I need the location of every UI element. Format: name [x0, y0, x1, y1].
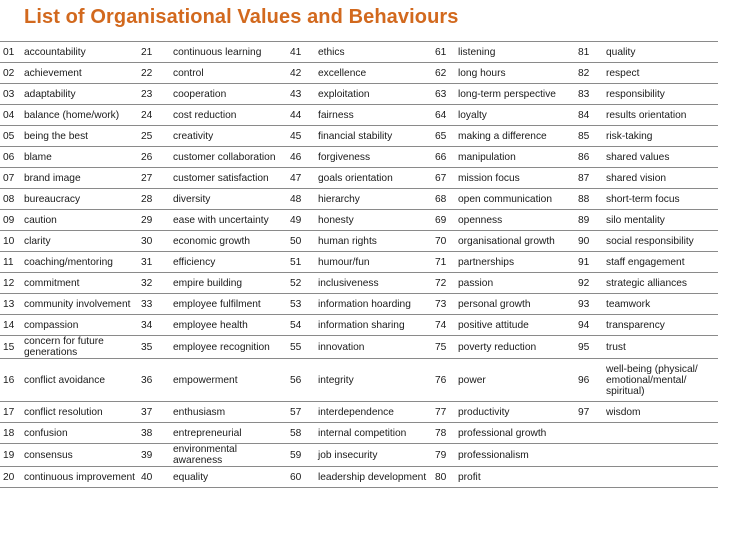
value-name: goals orientation: [315, 168, 432, 189]
value-name: information sharing: [315, 315, 432, 336]
value-name: employee fulfilment: [170, 294, 287, 315]
value-name: positive attitude: [455, 315, 575, 336]
value-number: 43: [287, 84, 315, 105]
value-number: 72: [432, 273, 455, 294]
value-number: 03: [0, 84, 21, 105]
value-number: 58: [287, 423, 315, 444]
value-name: listening: [455, 42, 575, 63]
value-name: consensus: [21, 444, 138, 467]
value-number: 61: [432, 42, 455, 63]
value-number: 07: [0, 168, 21, 189]
table-row: [0, 444, 718, 467]
value-number: 34: [138, 315, 170, 336]
value-name: integrity: [315, 359, 432, 402]
value-number: 86: [575, 147, 603, 168]
value-number: 32: [138, 273, 170, 294]
value-number: 63: [432, 84, 455, 105]
value-number: 10: [0, 231, 21, 252]
value-number: [575, 423, 603, 444]
value-name: manipulation: [455, 147, 575, 168]
value-name: power: [455, 359, 575, 402]
table-row: [0, 147, 718, 168]
value-name: continuous learning: [170, 42, 287, 63]
value-number: 40: [138, 467, 170, 488]
value-name: personal growth: [455, 294, 575, 315]
value-name: financial stability: [315, 126, 432, 147]
value-name: entrepreneurial: [170, 423, 287, 444]
value-name: commitment: [21, 273, 138, 294]
value-number: 90: [575, 231, 603, 252]
value-name: organisational growth: [455, 231, 575, 252]
value-name: professionalism: [455, 444, 575, 467]
value-name: caution: [21, 210, 138, 231]
value-name: poverty reduction: [455, 336, 575, 359]
value-name: quality: [603, 42, 718, 63]
value-name: cooperation: [170, 84, 287, 105]
value-name: empowerment: [170, 359, 287, 402]
value-name: making a difference: [455, 126, 575, 147]
value-name: forgiveness: [315, 147, 432, 168]
value-name: ease with uncertainty: [170, 210, 287, 231]
value-name: customer satisfaction: [170, 168, 287, 189]
value-number: 76: [432, 359, 455, 402]
value-number: 97: [575, 402, 603, 423]
value-name: empire building: [170, 273, 287, 294]
value-number: 36: [138, 359, 170, 402]
value-number: 79: [432, 444, 455, 467]
value-name: customer collaboration: [170, 147, 287, 168]
table-row: [0, 105, 718, 126]
value-number: 45: [287, 126, 315, 147]
value-name: diversity: [170, 189, 287, 210]
value-number: [575, 444, 603, 467]
table-row: [0, 252, 718, 273]
value-number: 16: [0, 359, 21, 402]
value-number: 57: [287, 402, 315, 423]
value-number: 48: [287, 189, 315, 210]
value-number: 11: [0, 252, 21, 273]
value-number: 01: [0, 42, 21, 63]
value-number: 13: [0, 294, 21, 315]
value-name: clarity: [21, 231, 138, 252]
value-name: conflict resolution: [21, 402, 138, 423]
value-name: innovation: [315, 336, 432, 359]
value-number: 05: [0, 126, 21, 147]
values-table: [0, 41, 718, 488]
value-name: conflict avoidance: [21, 359, 138, 402]
table-row: [0, 294, 718, 315]
value-number: 77: [432, 402, 455, 423]
value-number: 82: [575, 63, 603, 84]
value-number: 91: [575, 252, 603, 273]
value-name: creativity: [170, 126, 287, 147]
value-name: leadership development: [315, 467, 432, 488]
value-number: 38: [138, 423, 170, 444]
table-row: [0, 359, 718, 402]
value-name: responsibility: [603, 84, 718, 105]
value-number: 68: [432, 189, 455, 210]
value-number: 04: [0, 105, 21, 126]
value-number: 88: [575, 189, 603, 210]
value-name: mission focus: [455, 168, 575, 189]
value-number: 64: [432, 105, 455, 126]
value-name: economic growth: [170, 231, 287, 252]
value-name: humour/fun: [315, 252, 432, 273]
value-name: balance (home/work): [21, 105, 138, 126]
value-number: 92: [575, 273, 603, 294]
value-name: wisdom: [603, 402, 718, 423]
table-row: [0, 402, 718, 423]
value-number: 09: [0, 210, 21, 231]
value-number: 42: [287, 63, 315, 84]
value-number: 08: [0, 189, 21, 210]
value-name: well-being (physical/ emotional/mental/ spiritual): [603, 359, 718, 402]
value-number: 66: [432, 147, 455, 168]
table-row: [0, 168, 718, 189]
value-number: 23: [138, 84, 170, 105]
value-number: 53: [287, 294, 315, 315]
value-name: [603, 467, 718, 488]
value-name: enthusiasm: [170, 402, 287, 423]
value-number: 52: [287, 273, 315, 294]
value-number: 29: [138, 210, 170, 231]
value-name: efficiency: [170, 252, 287, 273]
value-number: 25: [138, 126, 170, 147]
value-number: 74: [432, 315, 455, 336]
value-number: 50: [287, 231, 315, 252]
value-name: loyalty: [455, 105, 575, 126]
value-name: shared values: [603, 147, 718, 168]
value-number: 33: [138, 294, 170, 315]
value-number: 60: [287, 467, 315, 488]
value-name: being the best: [21, 126, 138, 147]
value-number: [575, 467, 603, 488]
value-name: [603, 423, 718, 444]
value-number: 46: [287, 147, 315, 168]
value-name: long hours: [455, 63, 575, 84]
value-number: 85: [575, 126, 603, 147]
value-number: 12: [0, 273, 21, 294]
value-number: 80: [432, 467, 455, 488]
value-name: accountability: [21, 42, 138, 63]
value-name: information hoarding: [315, 294, 432, 315]
table-row: [0, 273, 718, 294]
value-number: 02: [0, 63, 21, 84]
value-name: honesty: [315, 210, 432, 231]
value-number: 55: [287, 336, 315, 359]
value-number: 81: [575, 42, 603, 63]
value-number: 18: [0, 423, 21, 444]
value-name: human rights: [315, 231, 432, 252]
table-row: [0, 210, 718, 231]
value-number: 94: [575, 315, 603, 336]
value-number: 14: [0, 315, 21, 336]
value-number: 54: [287, 315, 315, 336]
value-number: 93: [575, 294, 603, 315]
value-name: interdependence: [315, 402, 432, 423]
value-number: 39: [138, 444, 170, 467]
value-name: staff engagement: [603, 252, 718, 273]
value-number: 71: [432, 252, 455, 273]
value-name: risk-taking: [603, 126, 718, 147]
value-name: hierarchy: [315, 189, 432, 210]
value-name: employee health: [170, 315, 287, 336]
value-number: 19: [0, 444, 21, 467]
value-number: 78: [432, 423, 455, 444]
value-number: 87: [575, 168, 603, 189]
value-name: confusion: [21, 423, 138, 444]
value-name: fairness: [315, 105, 432, 126]
table-row: [0, 189, 718, 210]
value-name: control: [170, 63, 287, 84]
value-number: 89: [575, 210, 603, 231]
value-number: 28: [138, 189, 170, 210]
value-name: employee recognition: [170, 336, 287, 359]
value-name: profit: [455, 467, 575, 488]
value-name: cost reduction: [170, 105, 287, 126]
value-number: 41: [287, 42, 315, 63]
table-row: [0, 315, 718, 336]
value-number: 70: [432, 231, 455, 252]
table-row: [0, 231, 718, 252]
value-name: [603, 444, 718, 467]
value-number: 24: [138, 105, 170, 126]
value-number: 20: [0, 467, 21, 488]
value-name: inclusiveness: [315, 273, 432, 294]
value-name: passion: [455, 273, 575, 294]
value-number: 31: [138, 252, 170, 273]
table-row: [0, 467, 718, 488]
value-number: 65: [432, 126, 455, 147]
value-name: brand image: [21, 168, 138, 189]
value-name: partnerships: [455, 252, 575, 273]
value-name: exploitation: [315, 84, 432, 105]
value-name: respect: [603, 63, 718, 84]
value-name: productivity: [455, 402, 575, 423]
table-row: [0, 63, 718, 84]
table-row: [0, 423, 718, 444]
value-name: strategic alliances: [603, 273, 718, 294]
value-number: 51: [287, 252, 315, 273]
value-name: continuous improvement: [21, 467, 138, 488]
value-number: 95: [575, 336, 603, 359]
value-number: 62: [432, 63, 455, 84]
value-number: 73: [432, 294, 455, 315]
value-name: open communication: [455, 189, 575, 210]
value-name: teamwork: [603, 294, 718, 315]
value-number: 56: [287, 359, 315, 402]
value-name: excellence: [315, 63, 432, 84]
value-number: 21: [138, 42, 170, 63]
value-number: 15: [0, 336, 21, 359]
value-number: 69: [432, 210, 455, 231]
value-name: concern for future generations: [21, 336, 138, 359]
value-name: long-term perspective: [455, 84, 575, 105]
value-number: 26: [138, 147, 170, 168]
value-number: 84: [575, 105, 603, 126]
value-name: social responsibility: [603, 231, 718, 252]
value-number: 96: [575, 359, 603, 402]
table-row: [0, 84, 718, 105]
value-name: results orientation: [603, 105, 718, 126]
value-number: 75: [432, 336, 455, 359]
value-number: 30: [138, 231, 170, 252]
value-number: 83: [575, 84, 603, 105]
value-number: 17: [0, 402, 21, 423]
value-name: environmental awareness: [170, 444, 287, 467]
value-name: short-term focus: [603, 189, 718, 210]
value-name: shared vision: [603, 168, 718, 189]
value-number: 47: [287, 168, 315, 189]
value-number: 06: [0, 147, 21, 168]
table-row: [0, 126, 718, 147]
value-number: 44: [287, 105, 315, 126]
value-name: professional growth: [455, 423, 575, 444]
value-number: 27: [138, 168, 170, 189]
value-number: 37: [138, 402, 170, 423]
page-title: List of Organisational Values and Behaviours: [24, 6, 459, 28]
value-name: blame: [21, 147, 138, 168]
value-name: adaptability: [21, 84, 138, 105]
value-name: equality: [170, 467, 287, 488]
table-row: [0, 42, 718, 63]
value-name: community involvement: [21, 294, 138, 315]
value-number: 67: [432, 168, 455, 189]
value-number: 35: [138, 336, 170, 359]
value-number: 59: [287, 444, 315, 467]
value-name: silo mentality: [603, 210, 718, 231]
value-number: 49: [287, 210, 315, 231]
value-name: openness: [455, 210, 575, 231]
value-name: job insecurity: [315, 444, 432, 467]
value-name: bureaucracy: [21, 189, 138, 210]
value-name: transparency: [603, 315, 718, 336]
value-name: achievement: [21, 63, 138, 84]
value-number: 22: [138, 63, 170, 84]
value-name: ethics: [315, 42, 432, 63]
value-name: internal competition: [315, 423, 432, 444]
value-name: trust: [603, 336, 718, 359]
value-name: coaching/mentoring: [21, 252, 138, 273]
table-row: [0, 336, 718, 359]
value-name: compassion: [21, 315, 138, 336]
